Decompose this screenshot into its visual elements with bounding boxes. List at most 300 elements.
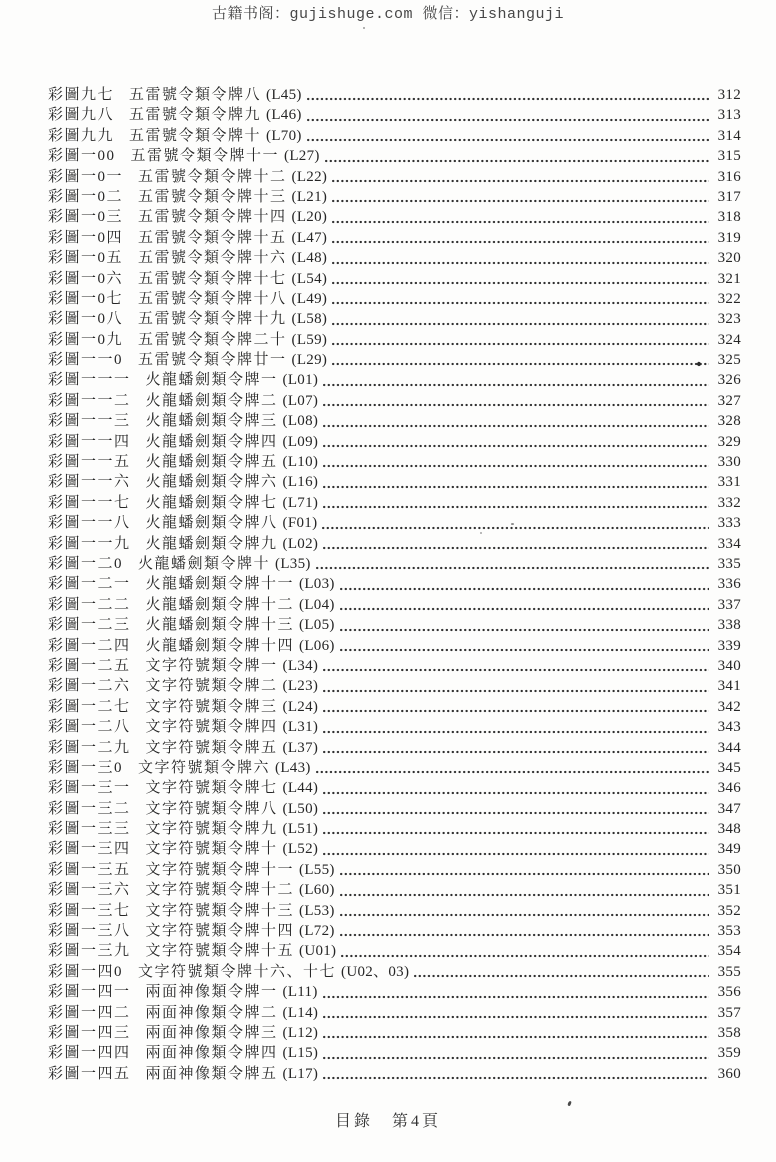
toc-row: [48, 167, 741, 187]
page-number: 340: [717, 657, 741, 674]
entry-title: 兩面神像類令牌二: [145, 1004, 278, 1021]
toc-row: [48, 880, 741, 900]
entry-title: 五雷號令類令牌二十: [138, 331, 287, 348]
page-number: 315: [717, 148, 741, 165]
figure-number-label: 彩圖一一九: [48, 535, 131, 552]
entry-title: 兩面神像類令牌一: [145, 984, 278, 1001]
ink-speck: [363, 27, 365, 29]
entry-code: (L23): [282, 678, 319, 695]
toc-row: [48, 941, 741, 961]
dot-leader: [323, 995, 709, 999]
entry-title: 兩面神像類令牌三: [145, 1024, 278, 1041]
toc-row: [48, 289, 741, 309]
entry-title: 文字符號類令牌十五: [145, 943, 295, 960]
toc-row: [48, 472, 741, 492]
entry-title: 文字符號類令牌六: [138, 759, 271, 776]
entry-title: 文字符號類令牌十二: [145, 882, 295, 899]
figure-number-label: 彩圖九七: [48, 87, 115, 103]
toc-row: [48, 1043, 741, 1063]
entry-code: (L49): [291, 290, 328, 307]
page-number: 344: [717, 739, 741, 756]
dot-leader: [323, 1015, 709, 1019]
toc-row: [48, 574, 741, 594]
entry-code: (F01): [282, 515, 318, 532]
page-number: 351: [717, 882, 741, 899]
entry-title: 文字符號類令牌十一: [145, 861, 295, 878]
dot-leader: [332, 342, 709, 346]
page-number: 335: [717, 555, 741, 572]
figure-number-label: 彩圖一0九: [48, 331, 124, 348]
entry-code: (L15): [282, 1045, 319, 1062]
entry-title: 火龍蟠劍類令牌十: [138, 555, 271, 572]
dot-leader: [332, 281, 709, 285]
entry-code: (L11): [282, 984, 318, 1001]
watermark-header: 古籍书阁：gujishuge.com 微信：yishanguji: [211, 6, 565, 23]
toc-row: [48, 146, 741, 166]
entry-title: 兩面神像類令牌四: [145, 1045, 278, 1062]
ink-speck: [480, 532, 482, 534]
figure-number-label: 彩圖一四一: [48, 984, 131, 1001]
figure-number-label: 彩圖一二五: [48, 657, 131, 674]
entry-code: (L05): [299, 617, 335, 634]
entry-title: 文字符號類令牌七: [145, 780, 278, 797]
entry-title: 文字符號類令牌十四: [145, 923, 295, 940]
toc-row: [48, 554, 741, 574]
page-number: 357: [717, 1004, 741, 1021]
dot-leader: [340, 587, 709, 591]
entry-title: 五雷號令類令牌十: [129, 127, 262, 144]
toc-row: [48, 962, 741, 982]
toc-row: [48, 228, 741, 248]
entry-title: 五雷號令類令牌十三: [138, 188, 287, 205]
entry-code: (L20): [291, 209, 328, 226]
page-number: 336: [717, 576, 741, 593]
page-number: 354: [717, 943, 741, 960]
dot-leader: [340, 648, 709, 652]
entry-title: 五雷號令類令牌廿一: [138, 352, 287, 369]
entry-code: (L24): [282, 698, 319, 715]
entry-code: (L43): [275, 759, 311, 776]
page-number: 356: [717, 984, 741, 1001]
figure-number-label: 彩圖一0一: [48, 168, 124, 185]
figure-number-label: 彩圖一三四: [48, 841, 131, 858]
toc-row: [48, 493, 741, 513]
entry-title: 五雷號令類令牌八: [129, 87, 262, 103]
page-number: 346: [717, 780, 741, 797]
page-number: 317: [717, 188, 741, 205]
entry-code: (L59): [291, 331, 328, 348]
toc-row: [48, 1023, 741, 1043]
page-number: 316: [717, 168, 741, 185]
figure-number-label: 彩圖一一三: [48, 413, 131, 430]
entry-code: (L52): [282, 841, 319, 858]
page-number: 360: [717, 1065, 741, 1082]
toc-row: [48, 513, 741, 533]
entry-title: 五雷號令類令牌十七: [138, 270, 287, 287]
entry-title: 文字符號類令牌三: [145, 698, 278, 715]
dot-leader: [323, 403, 709, 407]
page-number: 330: [717, 454, 741, 471]
figure-number-label: 彩圖一一六: [48, 474, 131, 491]
toc-row: [48, 615, 741, 635]
toc-row: [48, 269, 741, 289]
dot-leader: [340, 913, 709, 917]
entry-title: 文字符號類令牌十: [145, 841, 278, 858]
entry-title: 火龍蟠劍類令牌十四: [145, 637, 295, 654]
page-number: 328: [717, 413, 741, 430]
dot-leader: [332, 240, 709, 244]
page-number: 359: [717, 1045, 741, 1062]
page-number: 345: [717, 759, 741, 776]
toc-row: [48, 636, 741, 656]
dot-leader: [323, 1076, 709, 1080]
figure-number-label: 彩圖九九: [48, 127, 115, 144]
entry-code: (L51): [282, 821, 319, 838]
entry-code: (L37): [282, 739, 319, 756]
dot-leader: [316, 566, 709, 570]
toc-row: [48, 758, 741, 778]
page-number: 319: [717, 229, 741, 246]
figure-number-label: 彩圖一三五: [48, 861, 131, 878]
page-number: 349: [717, 841, 741, 858]
entry-code: (L55): [299, 861, 335, 878]
entry-code: (L44): [282, 780, 319, 797]
entry-title: 五雷號令類令牌十八: [138, 290, 287, 307]
figure-number-label: 彩圖一0八: [48, 311, 124, 328]
dot-leader: [332, 362, 709, 366]
figure-number-label: 彩圖一四0: [48, 963, 124, 980]
dot-leader: [323, 383, 709, 387]
toc-row: [48, 860, 741, 880]
entry-code: (U02、03): [341, 963, 410, 980]
figure-number-label: 彩圖一一四: [48, 433, 131, 450]
toc-row: [48, 676, 741, 696]
toc-row: [48, 1003, 741, 1023]
entry-code: (L10): [282, 454, 319, 471]
entry-code: (L70): [266, 127, 302, 144]
dot-leader: [332, 301, 709, 305]
page-number: 341: [717, 678, 741, 695]
toc-row: [48, 656, 741, 676]
entry-code: (L14): [282, 1004, 319, 1021]
toc-row: [48, 452, 741, 472]
entry-title: 兩面神像類令牌五: [145, 1065, 278, 1082]
entry-code: (L47): [291, 229, 328, 246]
entry-title: 五雷號令類令牌十四: [138, 209, 287, 226]
entry-title: 火龍蟠劍類令牌四: [145, 433, 278, 450]
figure-number-label: 彩圖一三三: [48, 821, 131, 838]
figure-number-label: 彩圖一三七: [48, 902, 131, 919]
dot-leader: [340, 893, 709, 897]
dot-leader: [323, 730, 709, 734]
entry-code: (L60): [299, 882, 335, 899]
entry-code: (L53): [299, 902, 335, 919]
toc-row: [48, 350, 741, 370]
toc-row: [48, 901, 741, 921]
entry-code: (L71): [282, 494, 319, 511]
toc-row: [48, 330, 741, 350]
page-number: 343: [717, 719, 741, 736]
page-number: 323: [717, 311, 741, 328]
toc-row: [48, 187, 741, 207]
entry-title: 火龍蟠劍類令牌六: [145, 474, 278, 491]
entry-code: (L22): [291, 168, 328, 185]
toc-row: [48, 819, 741, 839]
entry-title: 火龍蟠劍類令牌二: [145, 392, 278, 409]
toc-row: [48, 738, 741, 758]
entry-code: (L29): [291, 352, 328, 369]
figure-number-label: 彩圖一四二: [48, 1004, 131, 1021]
toc-row: [48, 432, 741, 452]
dot-leader: [332, 261, 709, 265]
entry-title: 五雷號令類令牌十九: [138, 311, 287, 328]
figure-number-label: 彩圖一一0: [48, 352, 124, 369]
toc-row: [48, 370, 741, 390]
entry-code: (U01): [299, 943, 337, 960]
entry-code: (L48): [291, 250, 328, 267]
entry-code: (L01): [282, 372, 319, 389]
entry-title: 文字符號類令牌四: [145, 719, 278, 736]
page-number: 313: [717, 107, 741, 124]
toc-row: [48, 126, 741, 146]
page-number: 334: [717, 535, 741, 552]
toc-row: [48, 105, 741, 125]
figure-number-label: 彩圖一四五: [48, 1065, 131, 1082]
page-number: 339: [717, 637, 741, 654]
figure-number-label: 彩圖一二六: [48, 678, 131, 695]
toc-row: [48, 85, 741, 105]
entry-code: (L07): [282, 392, 319, 409]
entry-title: 火龍蟠劍類令牌十三: [145, 617, 295, 634]
page-number: 314: [717, 127, 741, 144]
toc-row: [48, 595, 741, 615]
dot-leader: [332, 322, 709, 326]
dot-leader: [323, 689, 709, 693]
page-number: 332: [717, 494, 741, 511]
entry-title: 五雷號令類令牌十二: [138, 168, 287, 185]
entry-title: 火龍蟠劍類令牌八: [145, 515, 278, 532]
entry-code: (L35): [275, 555, 311, 572]
toc-row: [48, 697, 741, 717]
figure-number-label: 彩圖一二四: [48, 637, 131, 654]
entry-title: 五雷號令類令牌十一: [130, 148, 280, 165]
dot-leader: [307, 97, 709, 101]
figure-number-label: 彩圖一0四: [48, 229, 124, 246]
page-number: 329: [717, 433, 741, 450]
dot-leader: [323, 811, 709, 815]
entry-title: 文字符號類令牌十三: [145, 902, 295, 919]
dot-leader: [340, 628, 709, 632]
page-number: 355: [717, 963, 741, 980]
page-number: 326: [717, 372, 741, 389]
entry-code: (L72): [299, 923, 335, 940]
toc-row: [48, 982, 741, 1002]
figure-number-label: 彩圖一0七: [48, 290, 124, 307]
ink-speck: [567, 1101, 571, 1107]
entry-code: (L46): [266, 107, 302, 124]
page-number: 324: [717, 331, 741, 348]
dot-leader: [307, 118, 709, 122]
entry-code: (L31): [282, 719, 319, 736]
figure-number-label: 彩圖一一二: [48, 392, 131, 409]
figure-number-label: 彩圖一0三: [48, 209, 124, 226]
entry-code: (L16): [282, 474, 319, 491]
ink-speck: [511, 523, 514, 525]
entry-code: (L45): [266, 87, 302, 103]
dot-leader: [332, 199, 709, 203]
figure-number-label: 彩圖一四三: [48, 1024, 131, 1041]
entry-title: 文字符號類令牌八: [145, 800, 278, 817]
dot-leader: [340, 607, 709, 611]
dot-leader: [323, 750, 709, 754]
figure-number-label: 彩圖九八: [48, 107, 115, 124]
figure-number-label: 彩圖一一八: [48, 515, 131, 532]
entry-title: 火龍蟠劍類令牌七: [145, 494, 278, 511]
figure-number-label: 彩圖一00: [48, 148, 116, 165]
dot-leader: [322, 526, 709, 530]
figure-number-label: 彩圖一二三: [48, 617, 131, 634]
entry-title: 火龍蟠劍類令牌十一: [145, 576, 295, 593]
entry-title: 文字符號類令牌五: [145, 739, 278, 756]
dot-leader: [340, 872, 709, 876]
page-number: 347: [717, 800, 741, 817]
table-of-contents: [48, 85, 741, 1084]
figure-number-label: 彩圖一三六: [48, 882, 131, 899]
entry-title: 火龍蟠劍類令牌十二: [145, 596, 295, 613]
toc-row: [48, 717, 741, 737]
toc-row: [48, 309, 741, 329]
page-number: 348: [717, 821, 741, 838]
toc-row: [48, 248, 741, 268]
toc-row: [48, 799, 741, 819]
entry-title: 五雷號令類令牌十六: [138, 250, 287, 267]
dot-leader: [323, 546, 709, 550]
dot-leader: [323, 791, 709, 795]
dot-leader: [323, 852, 709, 856]
entry-title: 文字符號類令牌九: [145, 821, 278, 838]
dot-leader: [323, 505, 709, 509]
figure-number-label: 彩圖一三一: [48, 780, 131, 797]
figure-number-label: 彩圖一0二: [48, 188, 124, 205]
dot-leader: [323, 831, 709, 835]
entry-code: (L34): [282, 657, 319, 674]
entry-title: 火龍蟠劍類令牌一: [145, 372, 278, 389]
entry-title: 文字符號類令牌二: [145, 678, 278, 695]
dot-leader: [323, 668, 709, 672]
toc-row: [48, 778, 741, 798]
dot-leader: [323, 709, 709, 713]
dot-leader: [323, 485, 709, 489]
entry-title: 文字符號類令牌一: [145, 657, 278, 674]
dot-leader: [323, 424, 709, 428]
entry-code: (L08): [282, 413, 319, 430]
figure-number-label: 彩圖一二八: [48, 719, 131, 736]
page-number: 325: [717, 352, 741, 369]
dot-leader: [323, 1035, 709, 1039]
entry-title: 五雷號令類令牌九: [129, 107, 262, 124]
figure-number-label: 彩圖一三九: [48, 943, 131, 960]
entry-code: (L06): [299, 637, 335, 654]
dot-leader: [414, 974, 709, 978]
entry-code: (L58): [291, 311, 328, 328]
entry-code: (L02): [282, 535, 319, 552]
entry-code: (L54): [291, 270, 328, 287]
figure-number-label: 彩圖一三八: [48, 923, 131, 940]
page-number: 352: [717, 902, 741, 919]
figure-number-label: 彩圖一二0: [48, 555, 124, 572]
entry-code: (L09): [282, 433, 319, 450]
dot-leader: [323, 464, 709, 468]
figure-number-label: 彩圖一三0: [48, 759, 124, 776]
dot-leader: [332, 220, 709, 224]
figure-number-label: 彩圖一四四: [48, 1045, 131, 1062]
toc-row: [48, 391, 741, 411]
figure-number-label: 彩圖一三二: [48, 800, 131, 817]
entry-title: 文字符號類令牌十六、十七: [138, 963, 337, 980]
page-number: 327: [717, 392, 741, 409]
entry-code: (L27): [284, 148, 320, 165]
page-number: 321: [717, 270, 741, 287]
figure-number-label: 彩圖一0五: [48, 250, 124, 267]
entry-code: (L50): [282, 800, 319, 817]
page-number: 353: [717, 923, 741, 940]
figure-number-label: 彩圖一二二: [48, 596, 131, 613]
page-number: 318: [717, 209, 741, 226]
page-number: 342: [717, 698, 741, 715]
dot-leader: [340, 933, 709, 937]
figure-number-label: 彩圖一一七: [48, 494, 131, 511]
entry-title: 火龍蟠劍類令牌九: [145, 535, 278, 552]
page-number: 320: [717, 250, 741, 267]
page-number: 322: [717, 290, 741, 307]
entry-title: 火龍蟠劍類令牌三: [145, 413, 278, 430]
entry-code: (L21): [291, 188, 328, 205]
dot-leader: [323, 444, 709, 448]
toc-row: [48, 207, 741, 227]
page-number: 331: [717, 474, 741, 491]
page-number: 333: [717, 515, 741, 532]
toc-row: [48, 1064, 741, 1084]
entry-title: 五雷號令類令牌十五: [138, 229, 287, 246]
entry-code: (L04): [299, 596, 335, 613]
figure-number-label: 彩圖一二七: [48, 698, 131, 715]
entry-code: (L12): [282, 1024, 319, 1041]
figure-number-label: 彩圖一0六: [48, 270, 124, 287]
figure-number-label: 彩圖一一一: [48, 372, 131, 389]
figure-number-label: 彩圖一一五: [48, 454, 131, 471]
dot-leader: [325, 159, 709, 163]
dot-leader: [323, 1056, 709, 1060]
page-number: 358: [717, 1024, 741, 1041]
toc-row: [48, 839, 741, 859]
page-number: 312: [717, 87, 741, 103]
page-number: 350: [717, 861, 741, 878]
entry-code: (L03): [299, 576, 335, 593]
page-number: 338: [717, 617, 741, 634]
entry-title: 火龍蟠劍類令牌五: [145, 454, 278, 471]
toc-row: [48, 411, 741, 431]
figure-number-label: 彩圖一二一: [48, 576, 131, 593]
entry-code: (L17): [282, 1065, 319, 1082]
page-number: 337: [717, 596, 741, 613]
figure-number-label: 彩圖一二九: [48, 739, 131, 756]
page-footer: 目錄 第4頁: [334, 1113, 441, 1130]
dot-leader: [332, 179, 709, 183]
dot-leader: [316, 770, 709, 774]
toc-row: [48, 534, 741, 554]
dot-leader: [307, 138, 709, 142]
dot-leader: [341, 954, 709, 958]
